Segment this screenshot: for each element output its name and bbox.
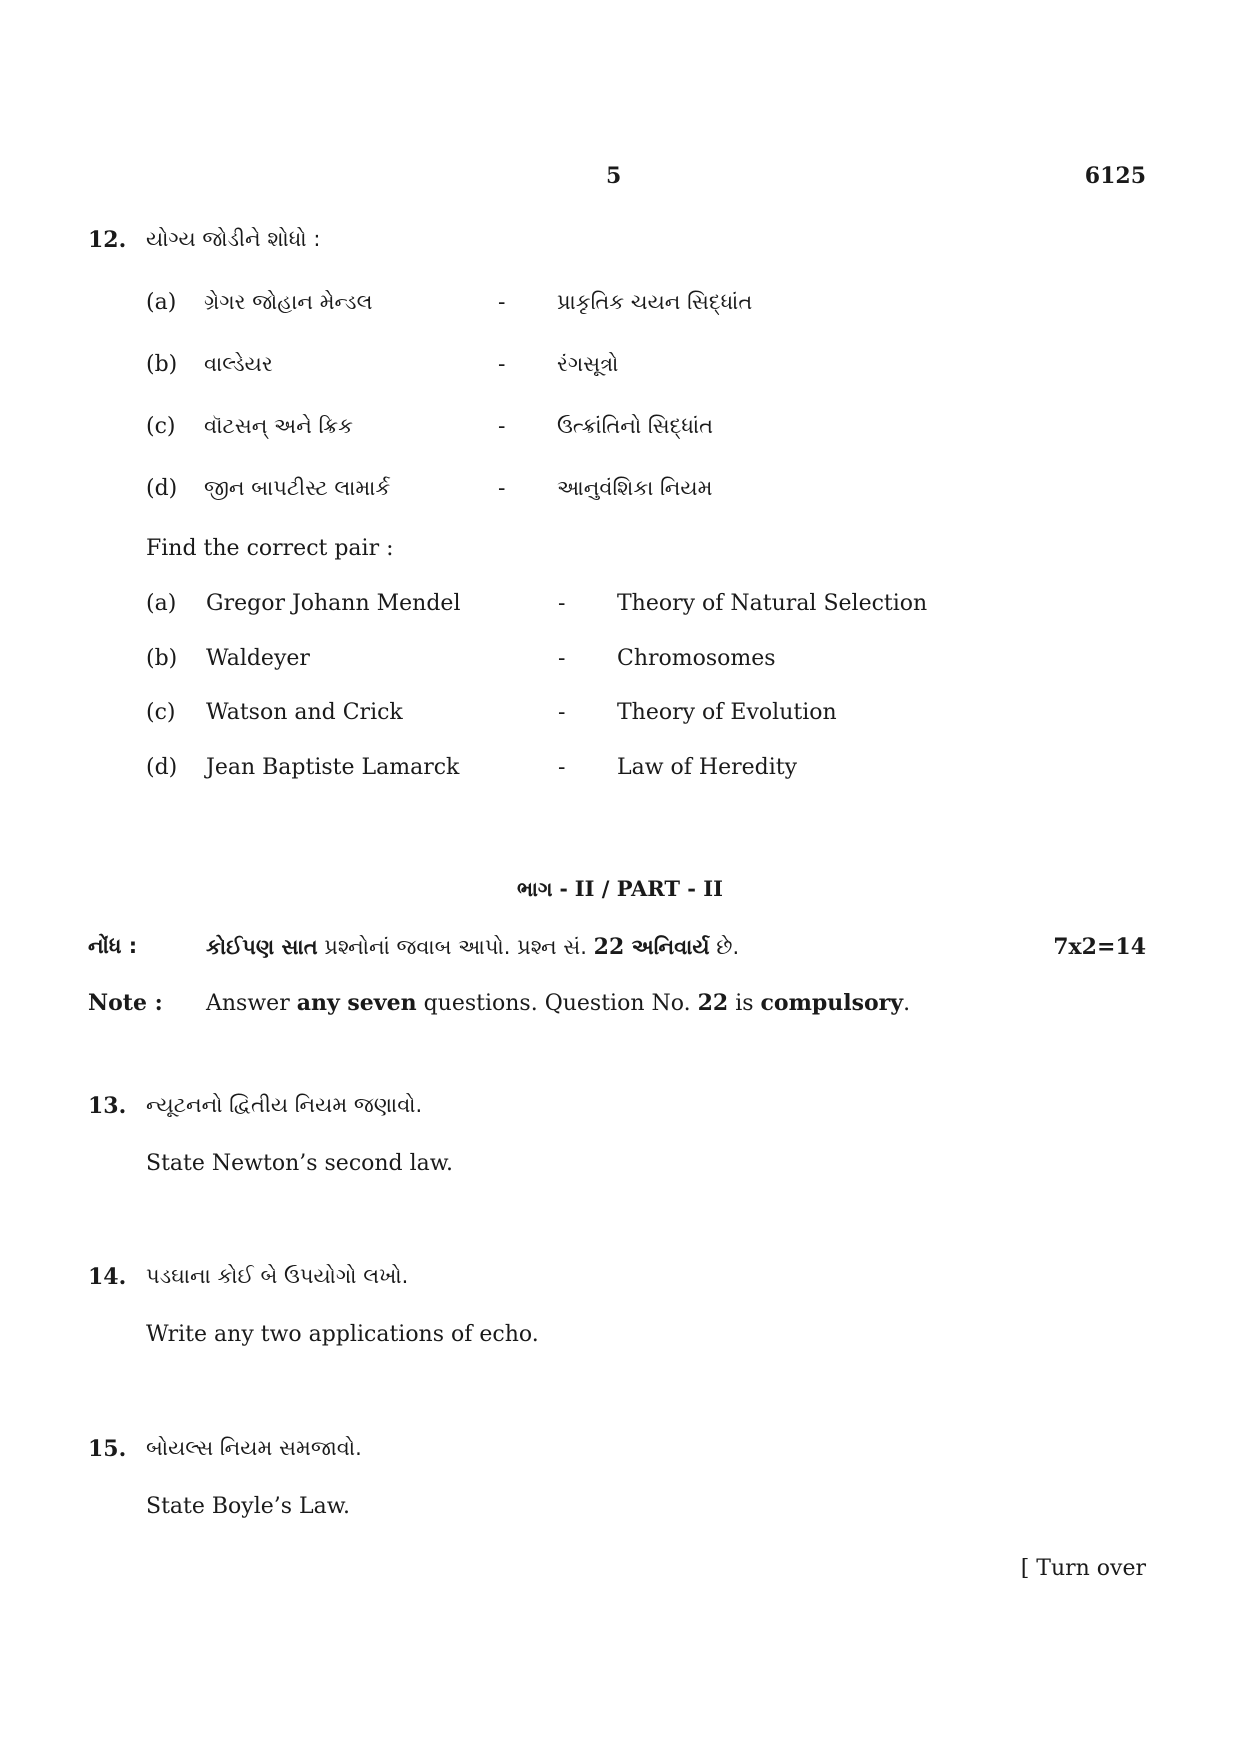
- pair-label: (c): [146, 700, 176, 725]
- pair-label: (b): [146, 646, 178, 671]
- note-text: Answer: [206, 991, 297, 1016]
- note-text: છે.: [709, 935, 740, 959]
- question-text-gujarati: બોયલ્સ નિયમ સમજાવો.: [146, 1436, 362, 1460]
- note-emphasis: compulsory: [760, 990, 904, 1016]
- question-text-english: Find the correct pair :: [146, 536, 394, 561]
- pair-left: Gregor Johann Mendel: [206, 591, 461, 616]
- pair-label: (a): [146, 591, 177, 616]
- note-emphasis: કોઈપણ સાત: [206, 935, 318, 959]
- pair-separator: -: [498, 352, 506, 377]
- pair-label: (b): [146, 352, 178, 377]
- pair-separator: -: [558, 755, 566, 780]
- page-number: 5: [606, 163, 622, 189]
- question-number: 12.: [88, 227, 127, 253]
- pair-label: (a): [146, 290, 177, 315]
- pair-left: ગ્રેગર જોહાન મેન્ડલ: [204, 290, 373, 314]
- turn-over-label: [ Turn over: [1020, 1556, 1146, 1581]
- question-text-english: Write any two applications of echo.: [146, 1322, 539, 1347]
- note-question-number: 22: [593, 934, 625, 960]
- pair-separator: -: [498, 476, 506, 501]
- pair-right: ઉત્ક્રાંતિનો સિદ્ધાંત: [557, 414, 714, 438]
- pair-right: Chromosomes: [617, 646, 776, 671]
- note-text: પ્રશ્નોનાં જવાબ આપો. પ્રશ્ન સં.: [317, 935, 594, 959]
- section-heading-gujarati: ભાગ -: [517, 877, 575, 901]
- pair-left: જીન બાપટીસ્ટ લામાર્ક: [204, 476, 391, 500]
- question-text-gujarati: પડઘાના કોઈ બે ઉપયોગો લખો.: [146, 1264, 409, 1288]
- pair-separator: -: [558, 700, 566, 725]
- pair-label: (d): [146, 755, 178, 780]
- section-heading: [0, 876, 1240, 901]
- pair-left: Waldeyer: [206, 646, 310, 671]
- question-text-english: State Boyle’s Law.: [146, 1494, 350, 1519]
- pair-left: Watson and Crick: [206, 700, 403, 725]
- pair-separator: -: [498, 290, 506, 315]
- question-number: 14.: [88, 1264, 127, 1290]
- pair-label: (d): [146, 476, 178, 501]
- note-text: .: [903, 991, 911, 1016]
- note-text-english: [206, 990, 910, 1016]
- pair-right: રંગસૂત્રો: [557, 352, 619, 376]
- note-text-gujarati: [206, 934, 739, 960]
- pair-separator: -: [558, 591, 566, 616]
- pair-right: Theory of Natural Selection: [617, 591, 928, 616]
- question-number: 13.: [88, 1093, 127, 1119]
- pair-left: વાલ્ડેયર: [204, 352, 273, 376]
- note-label-gujarati: નોંધ :: [88, 934, 138, 958]
- marks-allocation: 7x2=14: [1053, 934, 1146, 960]
- pair-right: આનુવંશિકા નિયમ: [557, 476, 713, 500]
- question-text-gujarati: ન્યૂટનનો દ્વિતીય નિયમ જણાવો.: [146, 1093, 423, 1117]
- pair-left: વૉટસન્ અને ક્રિક: [204, 414, 353, 438]
- pair-separator: -: [498, 414, 506, 439]
- note-text: is: [728, 991, 761, 1016]
- section-heading-english: II / PART - II: [574, 876, 723, 901]
- pair-right: પ્રાકૃતિક ચયન સિદ્ધાંત: [557, 290, 753, 314]
- question-text-english: State Newton’s second law.: [146, 1151, 454, 1176]
- pair-right: Theory of Evolution: [617, 700, 837, 725]
- pair-right: Law of Heredity: [617, 755, 798, 780]
- note-emphasis: any seven: [296, 990, 417, 1016]
- pair-label: (c): [146, 414, 176, 439]
- note-label-english: Note :: [88, 990, 163, 1016]
- note-emphasis: અનિવાર્ય: [624, 935, 710, 959]
- pair-separator: -: [558, 646, 566, 671]
- pair-left: Jean Baptiste Lamarck: [206, 755, 460, 780]
- note-question-number: 22: [697, 990, 729, 1016]
- note-text: questions. Question No.: [416, 991, 698, 1016]
- paper-code: 6125: [1084, 163, 1146, 189]
- question-number: 15.: [88, 1436, 127, 1462]
- question-text-gujarati: યોગ્ય જોડીને શોધો :: [146, 227, 321, 251]
